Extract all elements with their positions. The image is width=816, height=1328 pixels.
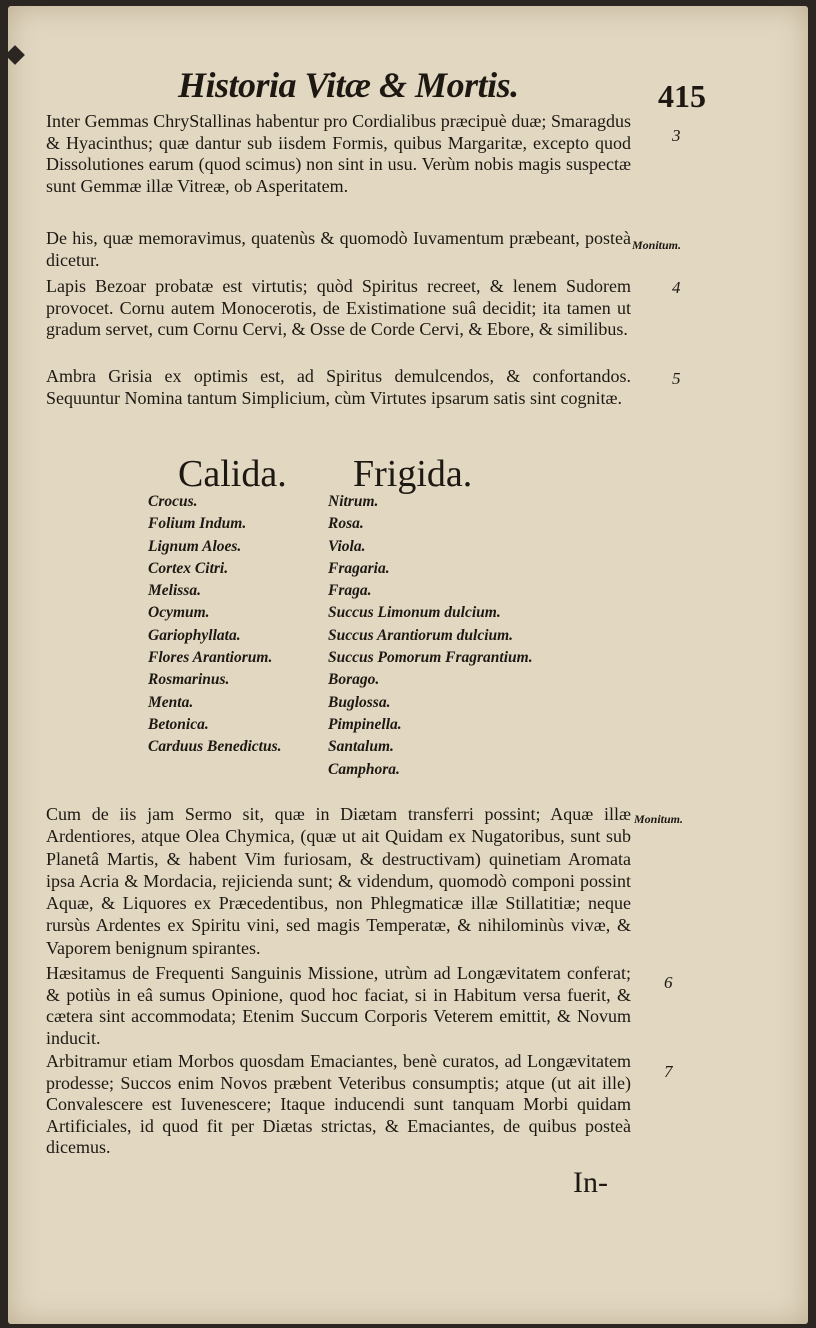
- list-item: Cortex Citri.: [148, 559, 229, 577]
- list-item: Buglossa.: [328, 693, 391, 711]
- list-item: Crocus.: [148, 493, 198, 510]
- paragraph-morbos: Arbitramur etiam Morbos quosdam Emaciantes, benè curatos, ad Longævitatem prodesse; Succos enim Novos præbent Veteribus consumptis; atque (ut ait ille) Convalescere est Iuvenescere; Itaque inducendi sunt tanquam Morbi quidam Artificiales, id quod fit per Diætas strictas, & Emaciantes, de quibus posteà dicemus.: [46, 1051, 631, 1157]
- calida-heading: Calida.: [178, 453, 287, 495]
- list-item: Fragaria.: [328, 559, 390, 577]
- paragraph-gems: Inter Gemmas ChryStallinas habentur pro Cordialibus præcipuè duæ; Smaragdus & Hyacinthus; quæ dantur sub iisdem Formis, quibus Margaritæ, excepto quod Dissolutiones earum (quod scimus) non sint in usu. Verùm nobis magis suspectæ sunt Gemmæ illæ Vitreæ, ob Asperitatem.: [46, 111, 631, 196]
- paragraph-bezoar: Lapis Bezoar probatæ est virtutis; quòd Spiritus recreet, & lenem Sudorem provocet. Cornu autem Monocerotis, de Existimatione suâ decidit; ita tamen ut gradum servet, cum Cornu Cervi, & Osse de Corde Cervi, & Ebore, & similibus.: [46, 276, 631, 339]
- catchword: In-: [573, 1166, 608, 1199]
- frigida-list: [328, 491, 533, 781]
- running-header: Historia Vitæ & Mortis.: [178, 65, 519, 105]
- frigida-heading: Frigida.: [353, 453, 473, 495]
- list-item: Betonica.: [148, 715, 209, 733]
- list-item: Succus Limonum dulcium.: [328, 604, 501, 622]
- list-item: Menta.: [148, 693, 194, 711]
- paragraph-sanguinis: Hæsitamus de Frequenti Sanguinis Missione, utrùm ad Longævitatem conferat; & potiùs in eâ sumus Opinione, quod hoc faciat, si in Habitum versa fuerit, & cætera sint accommodata; Etenim Succum Corporis Veterem emittit, & Novum inducit.: [46, 963, 631, 1048]
- list-item: Folium Indum.: [148, 515, 247, 533]
- margin-monitum: Monitum.: [634, 812, 684, 826]
- list-item: Nitrum.: [328, 493, 379, 510]
- list-item: Rosa.: [328, 515, 364, 533]
- paragraph-de-his: De his, quæ memoravimus, quatenùs & quomodò Iuvamentum præbeant, posteà dicetur.: [46, 228, 631, 270]
- page-corner-mark: [5, 45, 25, 65]
- list-item: Pimpinella.: [328, 715, 402, 733]
- page-number: 415: [658, 78, 706, 114]
- calida-list: [148, 491, 282, 759]
- margin-number-4: 4: [672, 278, 681, 297]
- margin-number-5: 5: [672, 369, 681, 388]
- list-item: Rosmarinus.: [148, 671, 230, 689]
- paragraph-ambra: Ambra Grisia ex optimis est, ad Spiritus demulcendos, & confortandos. Sequuntur Nomina tantum Simplicium, cùm Virtutes ipsarum satis sint cognitæ.: [46, 366, 631, 408]
- list-item: Melissa.: [148, 582, 201, 600]
- list-item: Carduus Benedictus.: [148, 738, 282, 756]
- margin-monitum: Monitum.: [632, 238, 682, 252]
- paragraph-cum-de-iis: Cum de iis jam Sermo sit, quæ in Diætam transferri possint; Aquæ illæ Ardentiores, atque Olea Chymica, (quæ ut ait Quidam ex Nugatoribus, sunt sub Planetâ Martis, & habent Vim furiosam, & destructivam) quinetiam Aromata ipsa Acria & Mordacia, rejicienda sunt; & videndum, quomodò componi possint Aquæ, & Liquores ex Præcedentibus, non Phlegmaticæ illæ Stillatitiæ; neque rursùs Ardentes ex Spiritu vini, sed magis Temperatæ, & nihilominùs vivæ, & Vaporem benignum spirantes.: [46, 804, 631, 958]
- list-item: Borago.: [328, 671, 380, 689]
- margin-number-3: 3: [672, 126, 681, 145]
- list-item: Santalum.: [328, 738, 394, 756]
- book-page: [8, 6, 808, 1324]
- list-item: Camphora.: [328, 760, 400, 778]
- list-item: Viola.: [328, 537, 366, 555]
- list-item: Succus Pomorum Fragrantium.: [328, 649, 533, 667]
- list-item: Flores Arantiorum.: [148, 649, 273, 667]
- margin-number-7: 7: [664, 1062, 673, 1081]
- list-item: Succus Arantiorum dulcium.: [328, 626, 514, 644]
- margin-number-6: 6: [664, 973, 673, 992]
- list-item: Fraga.: [328, 582, 372, 600]
- list-item: Ocymum.: [148, 604, 210, 622]
- list-item: Lignum Aloes.: [148, 537, 242, 555]
- list-item: Gariophyllata.: [148, 626, 241, 644]
